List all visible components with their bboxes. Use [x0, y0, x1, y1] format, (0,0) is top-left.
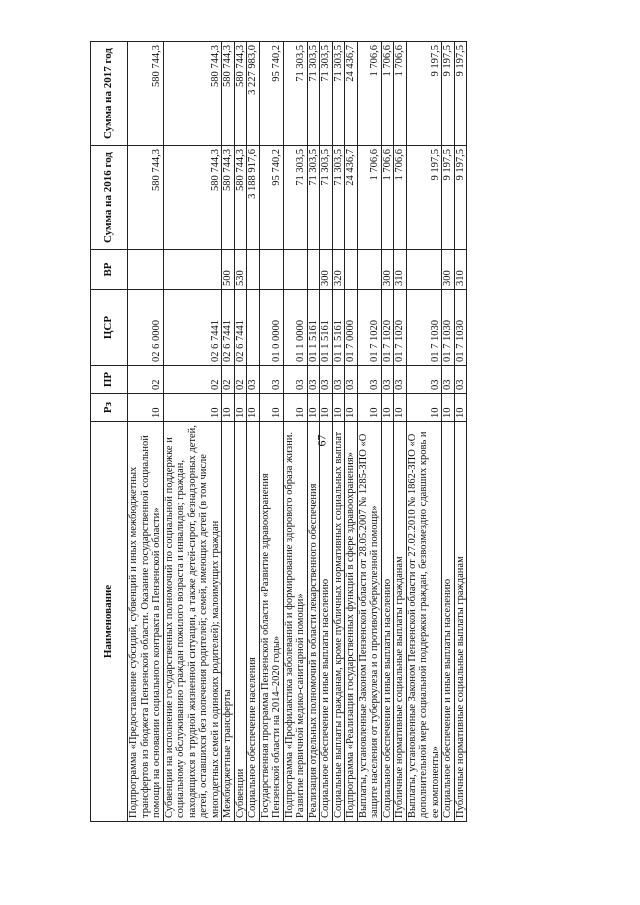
column-header: Сумма на 2016 год [91, 146, 128, 250]
row-pr-cell: 03 [345, 366, 358, 394]
row-name-cell: Выплаты, установленные Законом Пензенской области от 27.02.2010 № 1862-ЗПО «О дополнительной мере социальной поддержки граждан, безвозмездно сдавших кровь и ее компоненты» [406, 422, 442, 822]
table-row [128, 42, 164, 822]
row-name-cell: Подпрограмма «Реализация государственных функций в сфере здравоохранения» [345, 422, 358, 822]
column-header: Наименование [91, 422, 128, 822]
row-pr-cell: 03 [332, 366, 345, 394]
row-sum-2016-cell: 1 706,6 [381, 146, 394, 250]
row-vr-cell: 310 [394, 250, 407, 290]
row-vr-cell [345, 250, 358, 290]
row-sum-2016-cell: 1 706,6 [394, 146, 407, 250]
row-pr-cell: 03 [357, 366, 381, 394]
row-vr-cell: 310 [454, 250, 467, 290]
budget-table [90, 41, 467, 822]
table-row [332, 42, 345, 822]
row-name-cell: Публичные нормативные социальные выплаты гражданам [394, 422, 407, 822]
row-rz-cell: 10 [259, 394, 283, 422]
row-vr-cell [406, 250, 442, 290]
row-csr-cell: 01 7 1030 [442, 290, 455, 366]
row-csr-cell: 01 1 0000 [283, 290, 307, 366]
row-sum-2016-cell: 9 197,5 [454, 146, 467, 250]
column-header: ВР [91, 250, 128, 290]
row-name-cell: Социальное обеспечение и иные выплаты населению [381, 422, 394, 822]
row-name-cell: Подпрограмма «Профилактика заболеваний и формирование здорового образа жизни. Развитие первичной медико-санитарной помощи» [283, 422, 307, 822]
row-sum-2016-cell: 95 740,2 [259, 146, 283, 250]
row-csr-cell: 01 0 0000 [259, 290, 283, 366]
row-vr-cell [128, 250, 164, 290]
row-name-cell: Социальное обеспечение и иные выплаты населению [320, 422, 333, 822]
row-sum-2016-cell: 1 706,6 [357, 146, 381, 250]
row-pr-cell: 03 [454, 366, 467, 394]
row-rz-cell: 10 [128, 394, 164, 422]
row-sum-2017-cell: 71 303,5 [307, 42, 320, 146]
row-sum-2016-cell: 580 744,3 [222, 146, 235, 250]
table-row [320, 42, 333, 822]
row-sum-2017-cell: 95 740,2 [259, 42, 283, 146]
row-pr-cell: 03 [259, 366, 283, 394]
row-vr-cell [307, 250, 320, 290]
row-rz-cell: 10 [345, 394, 358, 422]
row-pr-cell: 02 [234, 366, 247, 394]
row-csr-cell: 01 1 5161 [332, 290, 345, 366]
row-vr-cell [163, 250, 222, 290]
row-csr-cell: 01 7 1030 [454, 290, 467, 366]
row-sum-2016-cell: 9 197,5 [406, 146, 442, 250]
table-row [381, 42, 394, 822]
row-pr-cell: 03 [283, 366, 307, 394]
row-pr-cell: 02 [163, 366, 222, 394]
table-row [222, 42, 235, 822]
row-csr-cell: 01 7 1020 [394, 290, 407, 366]
row-csr-cell [247, 290, 260, 366]
row-sum-2017-cell: 580 744,3 [163, 42, 222, 146]
table-body [128, 42, 467, 822]
table-row [454, 42, 467, 822]
row-name-cell: Социальное обеспечение и иные выплаты населению [442, 422, 455, 822]
row-rz-cell: 10 [454, 394, 467, 422]
row-rz-cell: 10 [163, 394, 222, 422]
column-header: ЦСР [91, 290, 128, 366]
row-csr-cell: 02 6 7441 [163, 290, 222, 366]
row-rz-cell: 10 [320, 394, 333, 422]
row-name-cell: Социальное обеспечение населения [247, 422, 260, 822]
row-name-cell: Социальные выплаты гражданам, кроме публичных нормативных социальных выплат [332, 422, 345, 822]
column-header: Сумма на 2017 год [91, 42, 128, 146]
row-sum-2016-cell: 24 436,7 [345, 146, 358, 250]
row-rz-cell: 10 [234, 394, 247, 422]
row-sum-2016-cell: 71 303,5 [332, 146, 345, 250]
row-rz-cell: 10 [307, 394, 320, 422]
row-csr-cell: 01 1 5161 [320, 290, 333, 366]
row-vr-cell: 320 [332, 250, 345, 290]
row-sum-2016-cell: 580 744,3 [234, 146, 247, 250]
row-sum-2017-cell: 9 197,5 [454, 42, 467, 146]
table-row [394, 42, 407, 822]
row-csr-cell: 02 6 7441 [222, 290, 235, 366]
row-name-cell: Реализация отдельных полномочий в области лекарственного обеспечения [307, 422, 320, 822]
table-row [247, 42, 260, 822]
row-rz-cell: 10 [357, 394, 381, 422]
table-row [406, 42, 442, 822]
row-rz-cell: 10 [442, 394, 455, 422]
row-sum-2017-cell: 580 744,3 [234, 42, 247, 146]
row-sum-2016-cell: 580 744,3 [128, 146, 164, 250]
column-header: Рз [91, 394, 128, 422]
row-name-cell: Государственная программа Пензенской области «Развитие здравоохранения Пензенской области на 2014–2020 годы» [259, 422, 283, 822]
column-header: ПР [91, 366, 128, 394]
row-csr-cell: 02 6 7441 [234, 290, 247, 366]
row-sum-2017-cell: 71 303,5 [283, 42, 307, 146]
row-sum-2017-cell: 71 303,5 [320, 42, 333, 146]
table-row [234, 42, 247, 822]
table-row [442, 42, 455, 822]
row-pr-cell: 03 [307, 366, 320, 394]
row-rz-cell: 10 [394, 394, 407, 422]
table-header-row [91, 42, 128, 822]
row-vr-cell [259, 250, 283, 290]
row-pr-cell: 03 [320, 366, 333, 394]
row-sum-2017-cell: 1 706,6 [381, 42, 394, 146]
row-sum-2017-cell: 580 744,3 [128, 42, 164, 146]
row-sum-2016-cell: 71 303,5 [307, 146, 320, 250]
row-sum-2016-cell: 71 303,5 [283, 146, 307, 250]
budget-table-rotated [90, 42, 538, 822]
table-row [307, 42, 320, 822]
row-csr-cell: 01 7 1020 [381, 290, 394, 366]
row-name-cell: Субвенции на исполнение государственных полномочий по социальной поддержке и социальному обслуживанию граждан пожилого возраста и инвалидов; граждан, находящихся в трудной жизненной ситуации, а также детей-сирот, безнадзорных детей, детей, оставшихся без попечения родителей; семей, имеющих детей (в том числе многодетных семей и одиноких родителей); малоимущих граждан [163, 422, 222, 822]
row-csr-cell: 01 1 5161 [307, 290, 320, 366]
row-sum-2017-cell: 24 436,7 [345, 42, 358, 146]
table-row [259, 42, 283, 822]
row-sum-2017-cell: 1 706,6 [357, 42, 381, 146]
row-pr-cell: 02 [222, 366, 235, 394]
row-name-cell: Подпрограмма «Предоставление субсидий, субвенций и иных межбюджетных трансфертов из бюджета Пензенской области. Оказание государственной социальной помощи на основании социального контракта в Пензенской области» [128, 422, 164, 822]
row-sum-2016-cell: 9 197,5 [442, 146, 455, 250]
row-pr-cell: 03 [381, 366, 394, 394]
row-vr-cell [357, 250, 381, 290]
row-name-cell: Публичные нормативные социальные выплаты гражданам [454, 422, 467, 822]
row-name-cell: Выплаты, установленные Законом Пензенской области от 28.05.2007 № 1285-ЗПО «О защите населения от туберкулеза и о противотуберкулезной помощи» [357, 422, 381, 822]
row-rz-cell: 10 [406, 394, 442, 422]
row-rz-cell: 10 [332, 394, 345, 422]
table-row [357, 42, 381, 822]
table-row [283, 42, 307, 822]
row-sum-2017-cell: 1 706,6 [394, 42, 407, 146]
row-vr-cell: 530 [234, 250, 247, 290]
row-vr-cell [283, 250, 307, 290]
row-rz-cell: 10 [247, 394, 260, 422]
row-pr-cell: 02 [128, 366, 164, 394]
row-sum-2017-cell: 580 744,3 [222, 42, 235, 146]
row-csr-cell: 01 7 0000 [345, 290, 358, 366]
row-vr-cell: 500 [222, 250, 235, 290]
row-name-cell: Субвенции [234, 422, 247, 822]
row-sum-2017-cell: 9 197,5 [442, 42, 455, 146]
row-csr-cell: 02 6 0000 [128, 290, 164, 366]
row-name-cell: Межбюджетные трансферты [222, 422, 235, 822]
table-row [163, 42, 222, 822]
row-sum-2016-cell: 580 744,3 [163, 146, 222, 250]
row-sum-2016-cell: 71 303,5 [320, 146, 333, 250]
row-vr-cell [247, 250, 260, 290]
row-rz-cell: 10 [222, 394, 235, 422]
row-rz-cell: 10 [381, 394, 394, 422]
row-sum-2017-cell: 9 197,5 [406, 42, 442, 146]
row-sum-2016-cell: 3 188 917,6 [247, 146, 260, 250]
row-vr-cell: 300 [381, 250, 394, 290]
row-vr-cell: 300 [442, 250, 455, 290]
row-pr-cell: 03 [442, 366, 455, 394]
row-rz-cell: 10 [283, 394, 307, 422]
row-sum-2017-cell: 3 227 983,0 [247, 42, 260, 146]
row-csr-cell: 01 7 1020 [357, 290, 381, 366]
row-pr-cell: 03 [247, 366, 260, 394]
page-number: 67 [314, 434, 329, 447]
row-csr-cell: 01 7 1030 [406, 290, 442, 366]
row-pr-cell: 03 [406, 366, 442, 394]
table-row [345, 42, 358, 822]
row-pr-cell: 03 [394, 366, 407, 394]
row-vr-cell: 300 [320, 250, 333, 290]
row-sum-2017-cell: 71 303,5 [332, 42, 345, 146]
